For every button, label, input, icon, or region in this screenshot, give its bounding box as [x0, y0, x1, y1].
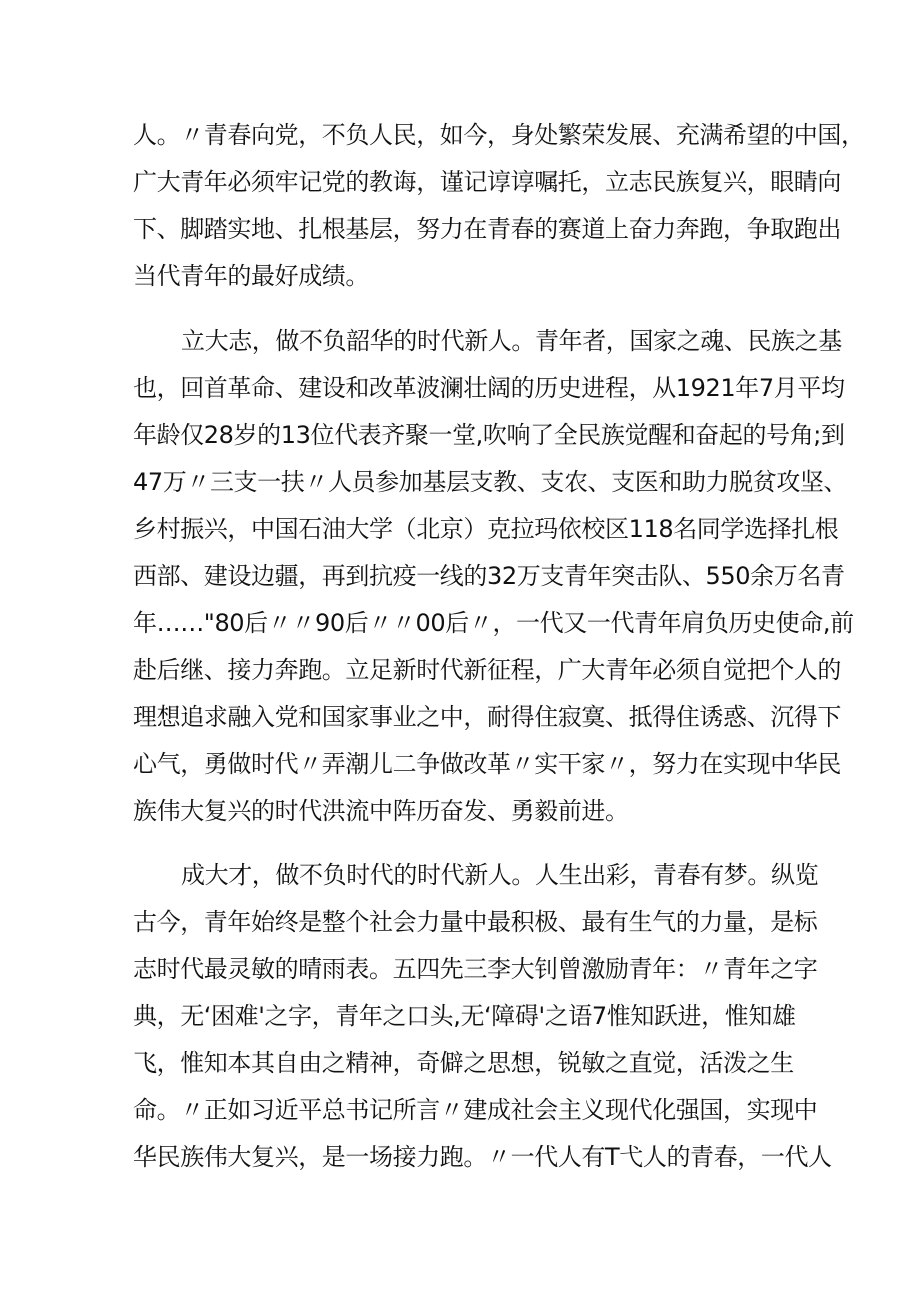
text-line: 典，无‘困难'之字，青年之口头,无‘障碍'之语7惟知跃进，惟知雄 — [133, 1002, 796, 1030]
text-line: 乡村振兴，中国石油大学（北京）克拉玛依校区118名同学选择扎根 — [133, 515, 839, 543]
text-line: 志时代最灵敏的晴雨表。五四先三李大钊曾激励青年：〃青年之字 — [133, 955, 818, 983]
paragraph-1 — [133, 112, 865, 300]
text-line: 族伟大复兴的时代洪流中阵历奋发、勇毅前进。 — [133, 797, 629, 825]
text-line: 理想追求融入党和国家事业之中，耐得住寂寞、抵得住诱惑、沉得下 — [133, 703, 841, 731]
paragraph-3 — [133, 852, 832, 1181]
text-line: 立大志，做不负韶华的时代新人。青年者，国家之魂、民族之基 — [181, 327, 842, 355]
text-line: 年……"80后〃〃90后〃〃00后〃，一代又一代青年肩负历史使命,前 — [133, 609, 854, 637]
text-line: 西部、建设边疆，再到抗疫一线的32万支青年突击队、550余万名青 — [133, 562, 845, 590]
text-line: 人。〃青春向党，不负人民，如今，身处繁荣发展、充满希望的中国， — [133, 121, 865, 149]
text-line: 命。〃正如习近平总书记所言〃建成社会主义现代化强国，实现中 — [133, 1096, 818, 1124]
text-line: 下、脚踏实地、扎根基层，努力在青春的赛道上奋力奔跑，争取跑出 — [133, 215, 841, 243]
paragraph-2 — [133, 318, 854, 835]
text-line: 华民族伟大复兴，是一场接力跑。〃一代人有T弋人的青春，一代人 — [133, 1143, 832, 1171]
text-line: 赴后继、接力奔跑。立足新时代新征程，广大青年必须自觉把个人的 — [133, 656, 841, 684]
text-line: 古今，青年始终是整个社会力量中最积极、最有生气的力量，是标 — [133, 908, 818, 936]
text-line: 心气，勇做时代〃弄潮儿二争做改革〃实干家〃，努力在实现中华民 — [133, 750, 841, 778]
text-line: 年龄仅28岁的13位代表齐聚一堂,吹响了全民族觉醒和奋起的号角;到 — [133, 421, 845, 449]
text-line: 当代青年的最好成绩。 — [133, 262, 369, 290]
text-line: 飞，惟知本其自由之精神，奇僻之思想，锐敏之直觉，活泼之生 — [133, 1049, 794, 1077]
text-line: 47万〃三支一扶〃人员参加基层支教、支农、支医和助力脱贫攻坚、 — [133, 468, 848, 496]
text-line: 也，回首革命、建设和改革波澜壮阔的历史进程，从1921年7月平均 — [133, 374, 845, 402]
text-line: 成大才，做不负时代的时代新人。人生出彩，青春有梦。纵览 — [181, 861, 819, 889]
text-line: 广大青年必须牢记党的教诲，谨记谆谆嘱托，立志民族复兴，眼睛向 — [133, 168, 841, 196]
